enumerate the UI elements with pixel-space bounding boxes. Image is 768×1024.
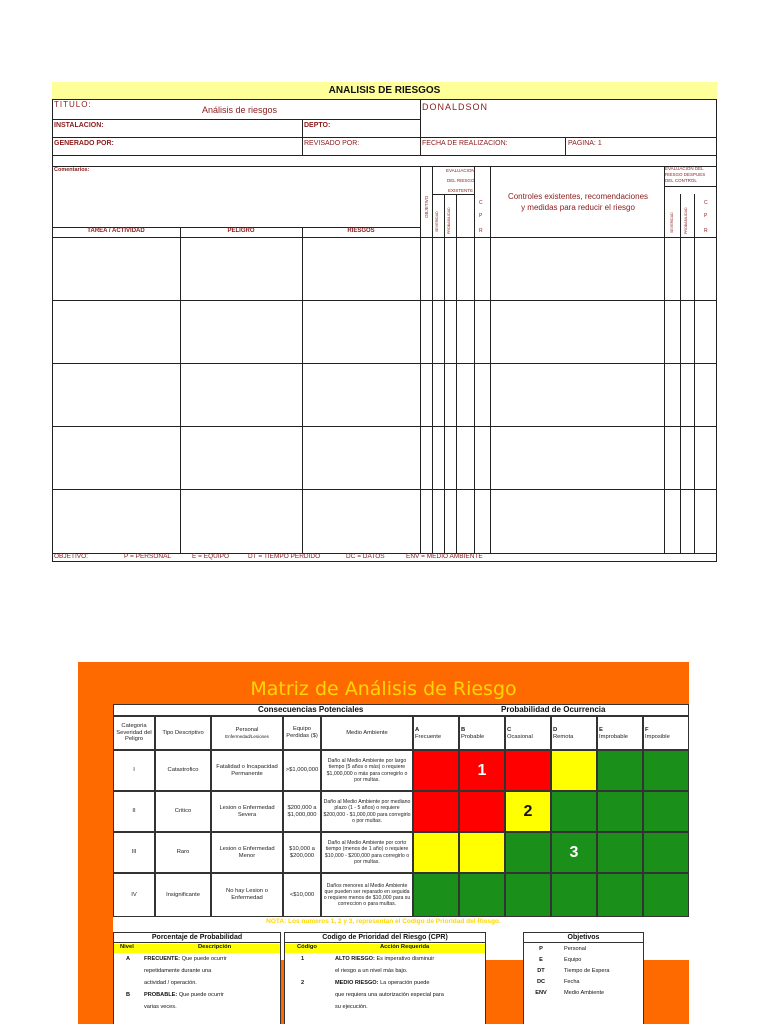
- cpr-c-despues: C: [704, 200, 708, 206]
- prob-col-label: Improbable: [599, 733, 629, 740]
- eval-despues-1: EVALUACION DEL: [665, 166, 704, 171]
- objetivo-label: Personal: [564, 946, 587, 952]
- risk-cell: [551, 873, 597, 917]
- legend-bold: PROBABLE:: [144, 992, 178, 998]
- col-riesgos: RIESGOS: [347, 228, 375, 234]
- generado-label: GENERADO POR:: [54, 140, 114, 147]
- prob-col-letter: C: [507, 727, 512, 733]
- risk-cell: [551, 791, 597, 832]
- cpr-h-accion: Acción Requerida: [380, 944, 430, 950]
- fecha-label: FECHA DE REALIZACION:: [422, 140, 508, 147]
- cpr-r: R: [479, 228, 483, 234]
- legend-code: B: [126, 992, 131, 998]
- row-medio: Daño al Medio Ambiente por corto tiempo (menos de 1 año) o requiere $10,000 - $200,000 para corregirlo o por multas.: [321, 832, 413, 873]
- row-medio: Daño al Medio Ambiente por largo tiempo (5 años o más) o requiere $1,000,000 o más para corregirlo o por multas.: [321, 750, 413, 791]
- legend-continuation: que requiera una autorización especial para: [335, 992, 444, 998]
- row-medio: Daño al Medio Ambiente por mediano plazo (1 - 5 años) o requiere $200,000 - $1,000,000 para corregirlo o por multas.: [321, 791, 413, 832]
- row-cat: IV: [113, 873, 155, 917]
- porcentaje-h-desc: Descripción: [198, 944, 232, 950]
- revisado-label: REVISADO POR:: [304, 140, 360, 147]
- col-personal-1: Personal: [235, 726, 259, 733]
- legend-text: [144, 991, 224, 1000]
- risk-analysis-form: [52, 82, 717, 562]
- prob-col-f: [643, 716, 689, 750]
- probabilidad-despues-vertical: PROBABILIDAD: [684, 207, 688, 234]
- matrix-nota: NOTA: Los numeros 1, 2 y 3, representan el Codigo de Prioridad del Riesgo.: [266, 918, 501, 925]
- risk-matrix: [78, 662, 689, 1024]
- cpr-h-codigo: Código: [297, 944, 317, 950]
- legend-code: 2: [301, 980, 305, 986]
- col-equipo: Equipo Perdidas ($): [283, 716, 321, 750]
- legend-rest: La operación puede: [378, 980, 430, 986]
- cpr-marker-1: 1: [459, 750, 505, 791]
- col-tipo: Tipo Descriptivo: [155, 716, 211, 750]
- risk-cell: [459, 873, 505, 917]
- cpr-p: P: [479, 213, 483, 219]
- legend-continuation: actividad / operación.: [144, 980, 197, 986]
- company-name: DONALDSON: [422, 102, 489, 112]
- objetivo-code: DC: [536, 979, 546, 985]
- probabilidad-header: Probabilidad de Ocurrencia: [501, 705, 606, 714]
- legend-bold: FRECUENTE:: [144, 956, 181, 962]
- prob-col-letter: E: [599, 727, 603, 733]
- row-medio: Daños menores al Medio Ambiente que pueden ser reparado en seguida o requiere menos de $10,000 para su correccion o para multas.: [321, 873, 413, 917]
- risk-cell: [643, 832, 689, 873]
- legend-bold: MEDIO RIESGO:: [335, 980, 379, 986]
- porcentaje-h-nivel: Nivel: [120, 944, 134, 950]
- legend-continuation: el riesgo a un nivel más bajo.: [335, 968, 408, 974]
- cpr-marker-2: 2: [505, 791, 551, 832]
- row-personal: Fatalidad o Incapacidad Permanente: [211, 750, 283, 791]
- risk-cell: [597, 873, 643, 917]
- controles-line-1: Controles existentes, recomendaciones: [507, 192, 649, 201]
- risk-cell: [505, 750, 551, 791]
- risk-cell: [413, 750, 459, 791]
- eval-despues-3: DEL CONTROL: [665, 178, 697, 183]
- form-title: ANALISIS DE RIESGOS: [328, 85, 441, 96]
- cpr-marker-3: 3: [551, 832, 597, 873]
- objetivo-code: P: [539, 946, 543, 952]
- objetivos-table: [523, 932, 644, 1024]
- risk-cell: [597, 832, 643, 873]
- instalacion-label: INSTALACION:: [54, 122, 104, 129]
- risk-cell: [643, 873, 689, 917]
- objetivo-label: Equipo: [564, 957, 582, 963]
- severidad-despues-vertical: SEVERIDAD: [670, 212, 674, 233]
- prob-col-letter: A: [415, 727, 420, 733]
- consecuencias-header: Consecuencias Potenciales: [258, 705, 364, 714]
- risk-cell: [413, 873, 459, 917]
- titulo-value[interactable]: Análisis de riesgos: [202, 105, 278, 115]
- col-categoria: Categoria Severidad del Peligro: [113, 716, 155, 750]
- risk-cell: [643, 791, 689, 832]
- comentarios-label: Comentarios:: [54, 167, 90, 173]
- cpr-title: Codigo de Prioridad del Riesgo (CPR): [285, 933, 485, 943]
- objetivo-code: DT: [537, 968, 545, 974]
- risk-cell: [413, 791, 459, 832]
- objetivo-code: E: [539, 957, 543, 963]
- row-cat: II: [113, 791, 155, 832]
- porcentaje-title: Porcentaje de Probabilidad: [114, 933, 280, 943]
- row-cat: III: [113, 832, 155, 873]
- prob-col-b: [459, 716, 505, 750]
- row-personal: Lesion o Enfermedad Menor: [211, 832, 283, 873]
- col-personal-2: Enfermedad/Lesiones: [225, 733, 269, 739]
- legend-bold: ALTO RIESGO:: [335, 956, 375, 962]
- legend-text: [335, 955, 434, 964]
- depto-label: DEPTO:: [304, 122, 331, 129]
- col-tarea: TAREA / ACTIVIDAD: [87, 228, 145, 234]
- legend-text: [144, 955, 227, 964]
- prob-col-c: [505, 716, 551, 750]
- evaluacion-label-1: EVALUACION: [446, 168, 475, 173]
- risk-cell: [597, 750, 643, 791]
- risk-cell: [551, 750, 597, 791]
- footer-dc: DC = DATOS: [346, 553, 385, 560]
- footer-e: E = EQUIPO: [192, 553, 230, 560]
- prob-col-label: Probable: [461, 733, 485, 740]
- objetivo-label: Tiempo de Espera: [564, 968, 610, 974]
- prob-col-label: Remota: [553, 733, 574, 740]
- legend-rest: Que puede ocurrir: [177, 992, 224, 998]
- porcentaje-table: [113, 932, 281, 1024]
- evaluacion-label-3: EXISTENTE: [448, 188, 474, 193]
- risk-cell: [459, 832, 505, 873]
- titulo-label: TITULO:: [54, 100, 92, 109]
- prob-col-label: Imposible: [645, 733, 670, 740]
- prob-col-d: [551, 716, 597, 750]
- legend-text: [335, 979, 430, 988]
- row-cat: I: [113, 750, 155, 791]
- row-tipo: Catastrofico: [155, 750, 211, 791]
- footer-env: ENV = MEDIO AMBIENTE: [406, 553, 483, 560]
- row-equipo: $200,000 a $1,000,000: [283, 791, 321, 832]
- prob-col-e: [597, 716, 643, 750]
- legend-rest: Es imperativo disminuir: [374, 956, 435, 962]
- legend-rest: Que puede ocurrir: [180, 956, 227, 962]
- col-personal: [211, 716, 283, 750]
- legend-continuation: repetidamente durante una: [144, 968, 212, 974]
- matrix-title: Matriz de Análisis de Riesgo: [250, 678, 517, 700]
- row-tipo: Critico: [155, 791, 211, 832]
- row-personal: No hay Lesion o Enfermedad: [211, 873, 283, 917]
- evaluacion-label-2: DEL RIESGO: [447, 178, 475, 183]
- risk-cell: [505, 832, 551, 873]
- pagina-label: PAGINA: 1: [568, 140, 602, 147]
- objetivo-vertical: OBJETIVO: [424, 195, 429, 218]
- prob-col-label: Frecuente: [415, 733, 442, 740]
- risk-cell: [597, 791, 643, 832]
- risk-cell: [505, 873, 551, 917]
- col-peligro: PELIGRO: [227, 228, 255, 234]
- row-personal: Lesion o Enfermedad Severa: [211, 791, 283, 832]
- risk-cell: [459, 791, 505, 832]
- row-equipo: $10,000 a $200,000: [283, 832, 321, 873]
- col-medio: Medio Ambiente: [321, 716, 413, 750]
- legend-continuation: varias veces.: [144, 1004, 177, 1010]
- risk-cell: [643, 750, 689, 791]
- footer-dt: DT = TIEMPO PERDIDO: [248, 553, 321, 560]
- prob-col-letter: B: [461, 727, 466, 733]
- row-tipo: Insignificante: [155, 873, 211, 917]
- eval-despues-2: RIESGO DESPUES: [665, 172, 706, 177]
- prob-col-letter: D: [553, 727, 558, 733]
- row-tipo: Raro: [155, 832, 211, 873]
- severidad-vertical: SEVERIDAD: [435, 211, 439, 232]
- prob-col-label: Ocasional: [507, 733, 533, 740]
- prob-col-letter: F: [645, 727, 649, 733]
- prob-col-a: [413, 716, 459, 750]
- legend-code: A: [126, 956, 131, 962]
- objetivos-title: Objetivos: [524, 933, 643, 943]
- risk-cell: [413, 832, 459, 873]
- objetivo-label: Medio Ambiente: [564, 990, 605, 996]
- controles-line-2: y medidas para reducir el riesgo: [521, 203, 635, 212]
- objetivo-label: Fecha: [564, 979, 580, 985]
- legend-code: 1: [301, 956, 305, 962]
- row-equipo: <$10,000: [283, 873, 321, 917]
- row-equipo: >$1,000,000: [283, 750, 321, 791]
- cpr-c: C: [479, 200, 483, 206]
- cpr-table: [284, 932, 486, 1024]
- legend-continuation: su ejecución.: [335, 1004, 368, 1010]
- cpr-p-despues: P: [704, 213, 708, 219]
- form-frame: [52, 99, 717, 562]
- objetivo-code: ENV: [535, 990, 547, 996]
- footer-p: P = PERSONAL: [124, 553, 172, 560]
- footer-objetivo: OBJETIVO:: [54, 553, 88, 560]
- probabilidad-vertical: PROBABILIDAD: [447, 207, 451, 234]
- cpr-r-despues: R: [704, 228, 708, 234]
